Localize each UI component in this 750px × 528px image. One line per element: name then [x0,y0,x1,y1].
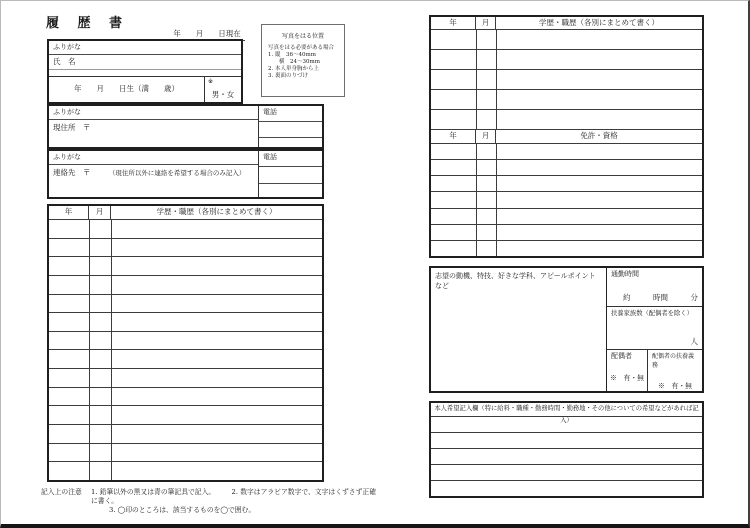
table-row [431,159,702,175]
dependents-unit: 人 [690,337,698,346]
licenses-col-year: 年 [431,130,476,143]
dependents-label: 扶養家族数（配偶者を除く） [611,310,693,317]
spouse-label: 配偶者 [611,352,632,360]
requests-table [429,401,704,498]
requests-table-body [431,417,702,496]
requests-header: 本人希望記入欄（特に給料・職種・勤務時間・勤務地・その他についての希望などがあれば記入） [431,403,702,417]
table-row [431,448,702,464]
education-col-year: 年 [49,206,89,219]
spouse-cell [607,350,648,391]
spouse-support-value: ※ 有・無 [658,382,692,390]
note-3: 3. ◯印のところは、該当するものを◯で囲む。 [109,506,256,514]
photo-instruction-line: 横 24～30mm [268,59,320,65]
spouse-value: ※ 有・無 [610,374,644,382]
address-label: 現住所 〒 [53,123,91,132]
table-row [431,109,702,129]
spouse-support-label: 配偶者の扶養義務 [652,353,695,369]
table-row [431,175,702,191]
photo-instruction-line: 写真をはる必要がある場合 [268,45,335,51]
table-row [431,191,702,207]
contact-section [47,149,324,199]
page-title: 履 歴 書 [46,16,130,31]
table-row [431,417,702,432]
contact-phone-cell [259,167,322,184]
table-row [431,432,702,448]
contact-note: （現住所以外に連絡を希望する場合のみ記入） [108,169,246,177]
contact-phone-cell [259,184,322,197]
notes-section [41,488,376,515]
column-divider [111,220,112,480]
note-1: 1. 鉛筆以外の黒又は青の筆記具で記入。 [91,488,216,496]
birth-row [49,76,241,102]
motivation-section [429,266,704,393]
licenses-table-body [431,144,702,256]
address-phone-cell [259,138,322,147]
table-row [431,480,702,496]
table-row [431,464,702,480]
contact-furigana-label: ふりがな [49,151,258,165]
notes-label: 記入上の注意 [41,488,82,496]
commute-label: 通勤時間 [611,270,639,278]
column-divider [496,30,497,129]
education-col-month: 月 [89,206,111,219]
history-table-body [431,30,702,129]
contact-phone-label: 電話 [259,151,322,167]
column-divider [476,30,477,129]
commute-cell [607,268,702,306]
table-row [431,89,702,109]
history-col-desc: 学歴・職歴（各別にまとめて書く） [539,18,659,27]
spouse-support-cell [648,350,702,391]
table-row [431,69,702,89]
history-licenses-table [429,15,704,258]
notes-line-1 [91,488,376,506]
licenses-col-desc: 免許・資格 [580,131,618,140]
education-table [47,204,324,482]
date-current-line: 年 月 日現在 [169,28,245,41]
address-phone-label: 電話 [259,106,322,122]
column-divider [476,144,477,256]
name-label: 氏 名 [49,55,241,70]
table-row [431,240,702,256]
photo-instruction-line: 3. 裏面のりづけ [268,73,308,79]
address-phone-cell [259,122,322,138]
commute-value-line: 約 時間 分 [623,293,698,302]
gender-options: 男・女 [211,90,235,99]
table-row [431,30,702,49]
table-row [431,49,702,69]
licenses-col-month: 月 [476,130,496,143]
motivation-label: 志望の動機、特技、好きな学科、アピールポイントなど [431,268,607,391]
photo-box [261,24,345,97]
table-row [431,224,702,240]
history-col-month: 月 [476,17,496,29]
column-divider [496,144,497,256]
photo-instructions [262,40,344,80]
table-row [431,144,702,159]
education-table-body [49,220,322,480]
photo-box-title: 写真をはる位置 [281,33,324,40]
column-divider [89,220,90,480]
table-row [431,208,702,224]
name-furigana-label: ふりがな [49,41,241,55]
history-col-year: 年 [431,17,476,29]
gender-cell [204,77,241,102]
dependents-cell [607,306,702,349]
note-2: 2. 数字はアラビア数字で、文字はくずさず正確に書く。 [91,488,376,505]
name-section [47,39,243,104]
photo-instruction-line: 1. 縦 36～40mm [268,52,316,58]
contact-label: 連絡先 〒 [53,168,91,177]
education-col-desc: 学歴・職歴（各別にまとめて書く） [156,207,277,216]
gender-mark: ※ [208,78,214,85]
photo-instruction-line: 2. 本人単身胸から上 [268,66,319,72]
address-furigana-label: ふりがな [49,106,258,120]
birth-date-line: 年 月 日生（満 歳） [74,84,179,93]
address-section [47,104,324,149]
